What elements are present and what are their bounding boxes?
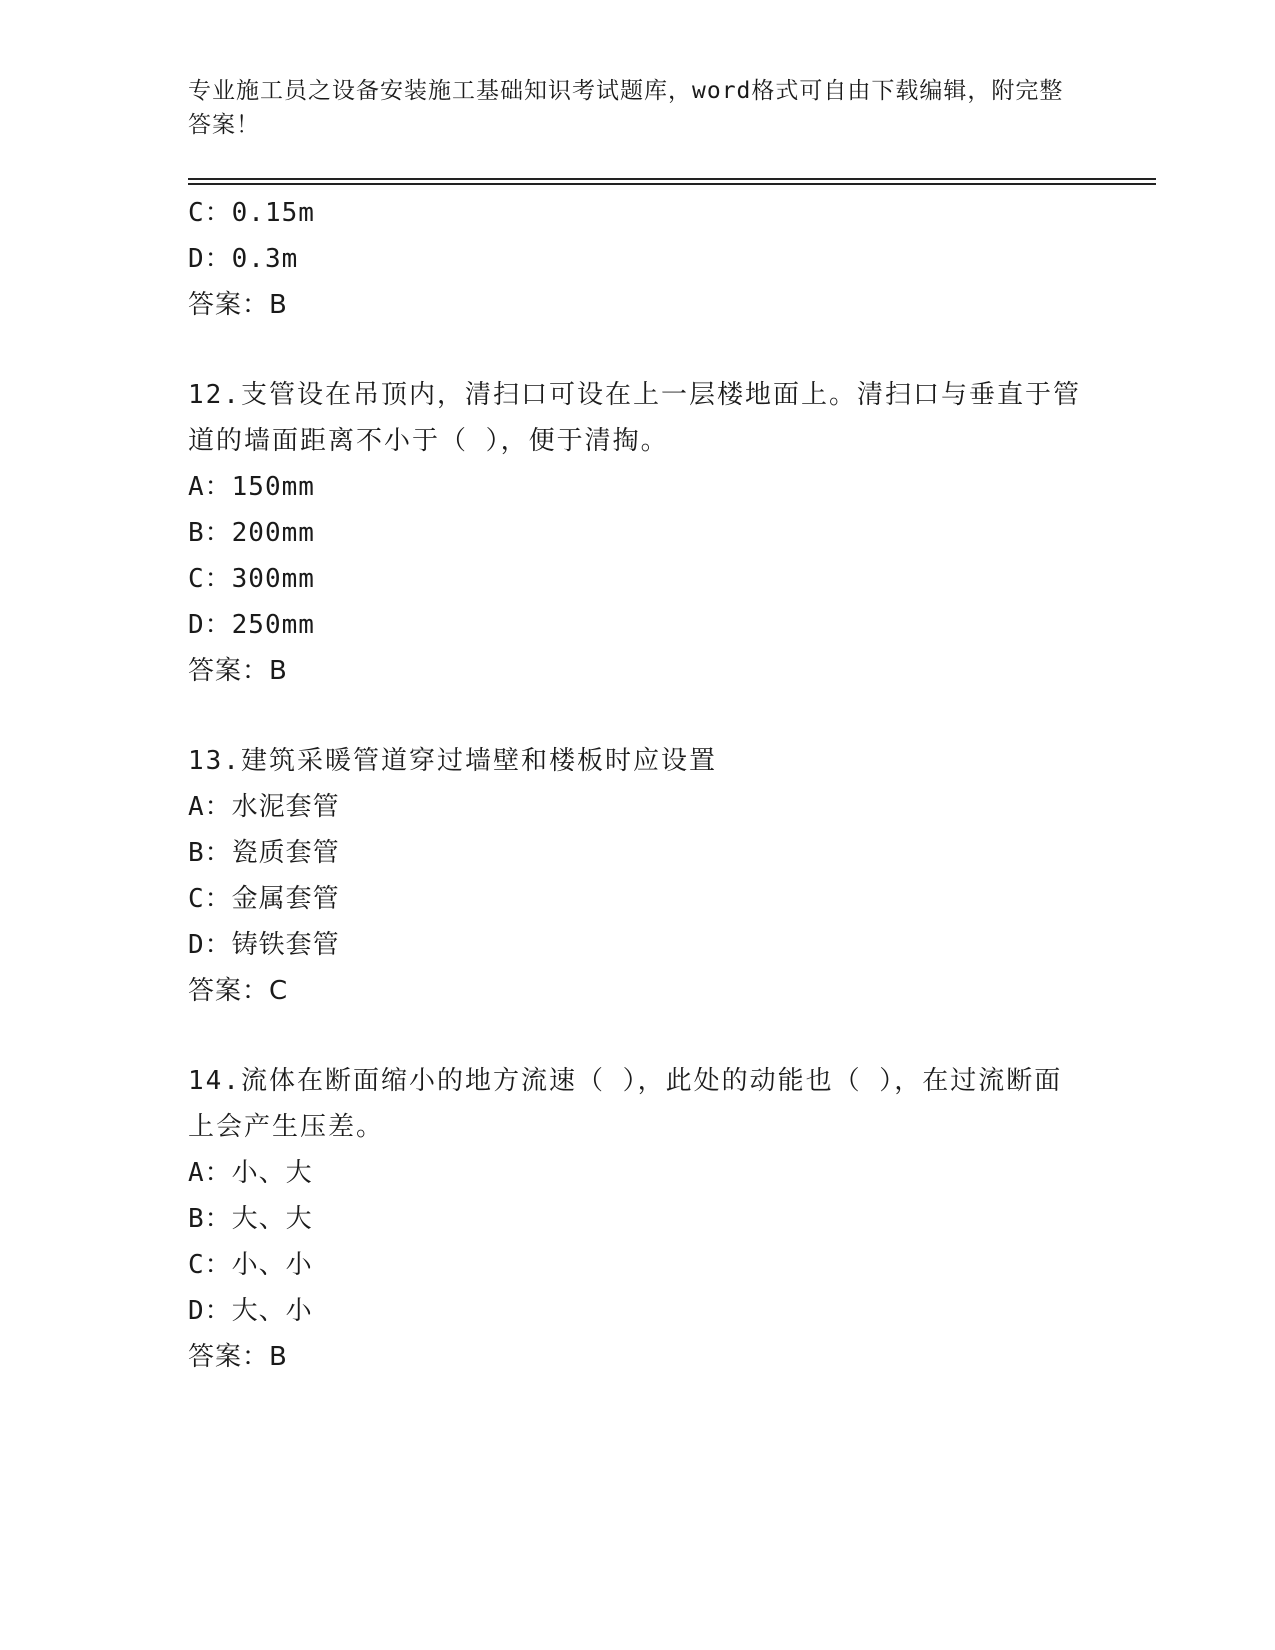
question-13 bbox=[188, 738, 1088, 1014]
question-text: 14.流体在断面缩小的地方流速（ ），此处的动能也（ ），在过流断面上会产生压差。 bbox=[188, 1066, 1063, 1142]
question-list bbox=[188, 190, 1088, 1380]
document-header: 专业施工员之设备安装施工基础知识考试题库，word格式可自由下载编辑，附完整答案！ bbox=[188, 78, 1064, 138]
option-c: C：金属套管 bbox=[188, 884, 340, 914]
option-c: C：300mm bbox=[188, 564, 315, 594]
option-a: A：小、大 bbox=[188, 1158, 313, 1188]
option-b: B：瓷质套管 bbox=[188, 838, 340, 868]
option-c: C：小、小 bbox=[188, 1250, 313, 1280]
option-d: D：铸铁套管 bbox=[188, 930, 340, 960]
question-12 bbox=[188, 372, 1088, 694]
answer-line: 答案：B bbox=[188, 1342, 288, 1372]
question-text: 13.建筑采暖管道穿过墙壁和楼板时应设置 bbox=[188, 746, 717, 776]
option-d: D：250mm bbox=[188, 610, 315, 640]
continued-question bbox=[188, 190, 1088, 328]
option-a: A：150mm bbox=[188, 472, 315, 502]
option-d: D：0.3m bbox=[188, 244, 299, 274]
header-divider bbox=[188, 178, 1156, 180]
answer-line: 答案：B bbox=[188, 290, 288, 320]
answer-line: 答案：B bbox=[188, 656, 288, 686]
header-divider-double bbox=[188, 183, 1156, 185]
question-14 bbox=[188, 1058, 1088, 1380]
option-c: C：0.15m bbox=[188, 198, 315, 228]
answer-line: 答案：C bbox=[188, 976, 289, 1006]
option-d: D：大、小 bbox=[188, 1296, 313, 1326]
option-a: A：水泥套管 bbox=[188, 792, 340, 822]
question-text: 12.支管设在吊顶内，清扫口可设在上一层楼地面上。清扫口与垂直于管道的墙面距离不小于（ ），便于清掏。 bbox=[188, 380, 1081, 456]
option-b: B：大、大 bbox=[188, 1204, 313, 1234]
option-b: B：200mm bbox=[188, 518, 315, 548]
